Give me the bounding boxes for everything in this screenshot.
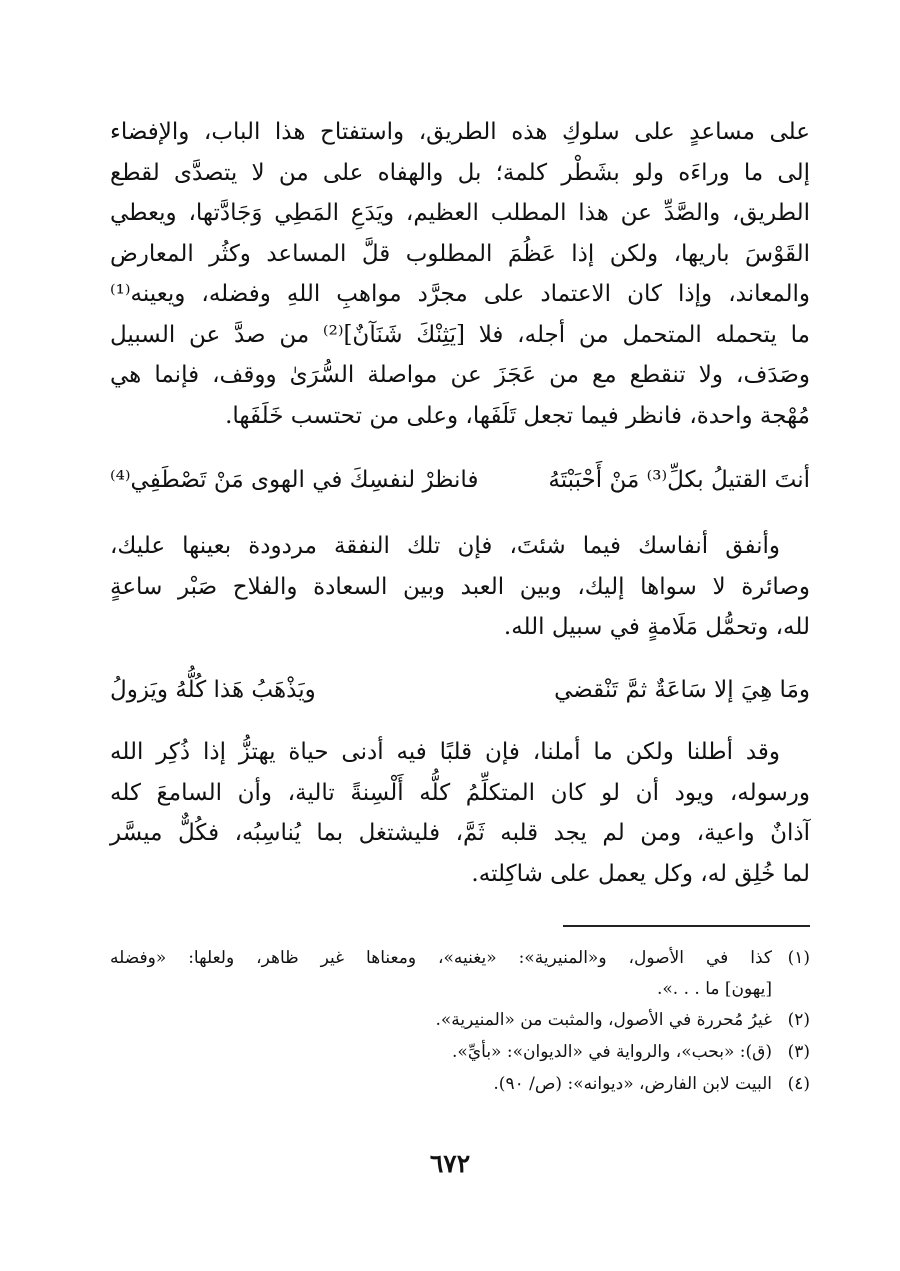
- footnote-2: [110, 1004, 810, 1036]
- text-line: والمعاند، وإذا كان الاعتماد على مجرَّد مواهبِ اللهِ وفضله، ويعينه⁽¹⁾: [110, 281, 810, 307]
- text-line: القَوْسَ باريها، ولكن إذا عَظُمَ المطلوب قلَّ المساعد وكثُر المعارض: [110, 240, 810, 267]
- verse-second-hemistich: فانظرْ لنفسِكَ في الهوى مَنْ تَصْطَفِي⁽⁴⁾: [110, 467, 479, 493]
- text-line: مُهْجة واحدة، فانظر فيما تجعل تَلَفَها، وعلى من تحتسب خَلَفَها.: [225, 402, 810, 429]
- text-line: وأنفق أنفاسك فيما شئتَ، فإن تلك النفقة مردودة بعينها عليك،: [110, 533, 780, 559]
- verse-2: [110, 668, 810, 712]
- footnote-text: البيت لابن الفارض، «ديوانه»: (ص/ ٩٠).: [493, 1074, 772, 1094]
- text-line: على مساعدٍ على سلوكِ هذه الطريق، واستفتاح هذا الباب، والإفضاء: [110, 119, 810, 145]
- text-line: ورسوله، ويود أن لو كان المتكلِّمُ كلُّه أَلْسِنةً تالية، وأن السامعَ كله: [110, 779, 810, 806]
- footnote-text: غيرُ مُحررة في الأصول، والمثبت من «المنيرية».: [435, 1010, 772, 1030]
- text-line: الطريق، والصَّدِّ عن هذا المطلب العظيم، ويَدَعِ المَطِي وَجَادَّتها، ويعطي: [110, 200, 810, 226]
- footnote-continuation: [يهون] ما . . .».: [656, 979, 772, 999]
- text-line: آذانٌ واعية، ومن لم يجد قلبه ثَمَّ، فليشتغل بما يُناسِبُه، فكُلٌّ ميسَّر: [110, 820, 810, 846]
- paragraph-3: [110, 732, 810, 894]
- verse-1: [110, 458, 810, 502]
- footnote-number: (٢): [787, 1010, 810, 1030]
- footnote-number: (٤): [787, 1074, 810, 1094]
- text-line: لما خُلِق له، وكل يعمل على شاكِلته.: [471, 860, 810, 887]
- verse-first-hemistich: أنتَ القتيلُ بكلِّ⁽³⁾ مَنْ أَحْبَبْتَهُ: [548, 467, 810, 493]
- verse-second-hemistich: ويَذْهَبُ هَذا كُلُّهُ ويَزولُ: [110, 677, 316, 703]
- footnote-separator: [563, 925, 810, 927]
- footnote-number: (١): [787, 948, 810, 968]
- text-line: وقد أطلنا ولكن ما أملنا، فإن قلبًا فيه أدنى حياة يهتزُّ إذا ذُكِر الله: [110, 739, 780, 765]
- footnote-4: [110, 1068, 810, 1100]
- paragraph-1: [110, 112, 810, 436]
- footnote-1: [110, 942, 810, 974]
- text-line: وصائرة لا سواها إليك، وبين العبد وبين السعادة والفلاح صَبْر ساعةٍ: [110, 573, 810, 600]
- footnote-text: كذا في الأصول، و«المنيرية»: «يغنيه»، ومعناها غير ظاهر، ولعلها: «وفضله: [110, 948, 772, 968]
- footnote-text: (ق): «بحب»، والرواية في «الديوان»: «بأيِّ».: [452, 1042, 772, 1062]
- footnote-3: [110, 1036, 810, 1068]
- text-line: لله، وتحمُّل مَلَامةٍ في سبيل الله.: [503, 614, 810, 640]
- text-line: ما يتحمله المتحمل من أجله، فلا [يَثِنْكَ شَنَآنٌ]⁽²⁾ من صدَّ عن السبيل: [110, 321, 810, 348]
- footnotes: [110, 942, 810, 1100]
- page-number: ٦٧٢: [429, 1149, 471, 1178]
- text-line: إلى ما وراءَه ولو بشَطْر كلمة؛ بل والهفاه على من لا يتصدَّى لقطع: [110, 159, 810, 186]
- text-line: وصَدَف، ولا تنقطع مع من عَجَزَ عن مواصلة السُّرَىٰ ووقف، فإنما هي: [110, 362, 810, 388]
- footnote-number: (٣): [787, 1042, 810, 1062]
- paragraph-2: [110, 526, 810, 648]
- verse-first-hemistich: ومَا هِيَ إلا سَاعَةٌ ثمَّ تَنْقضي: [554, 677, 810, 703]
